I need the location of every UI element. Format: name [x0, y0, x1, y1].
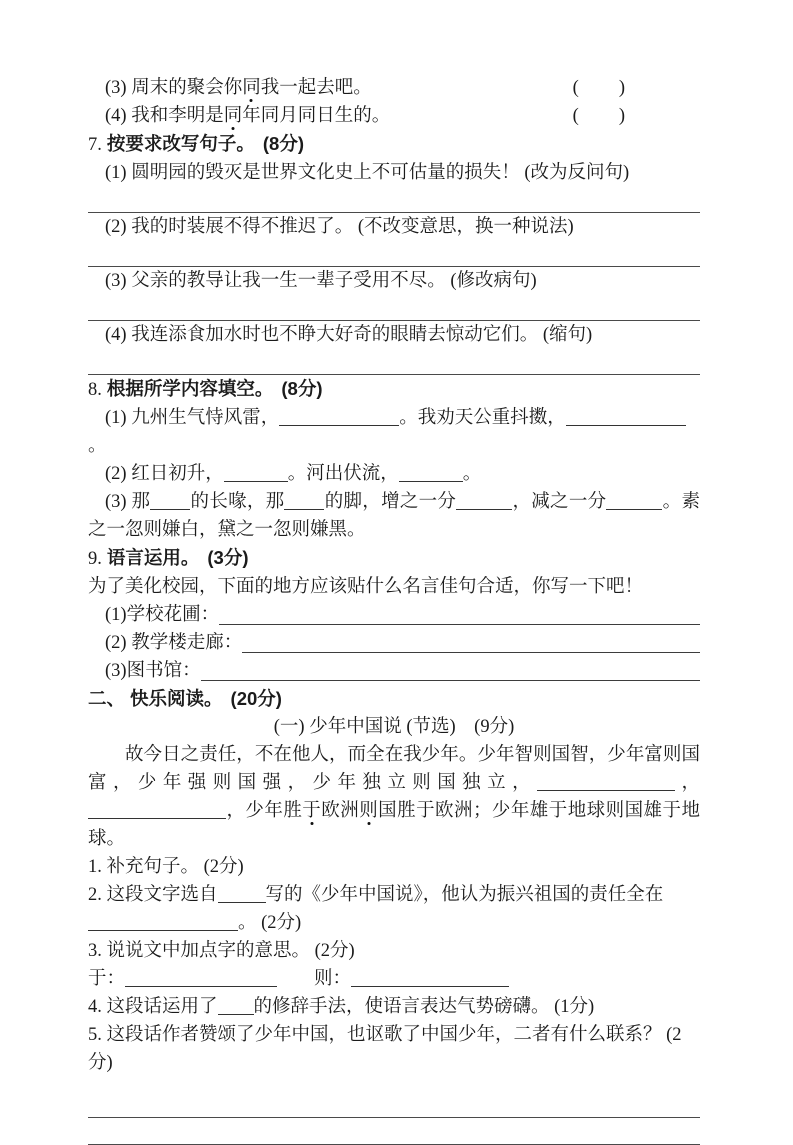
section2-score: (20分): [230, 688, 282, 709]
q7-title-text: 按要求改写句子。: [106, 133, 255, 154]
q9-item-3-label: (3)图书馆：: [105, 661, 201, 681]
q7-number: 7.: [88, 135, 102, 155]
q9-item-2: [88, 629, 700, 657]
section2-title: [88, 685, 700, 713]
section2-number: 二、: [88, 688, 126, 709]
fill-in-blank: [150, 490, 190, 510]
judgment-item-4-text: (4) 我和李明是同年同月同日生的。: [105, 106, 391, 126]
q7-item-2: (2) 我的时装展不得不推迟了。 (不改变意思，换一种说法): [105, 217, 574, 237]
reading-question-1: 1. 补充句子。 (2分): [88, 857, 244, 877]
judgment-paren-4: ( ): [572, 106, 626, 126]
q9-item-2-fill-line: [242, 629, 700, 653]
q8-title: [88, 375, 700, 404]
q9-item-1-label: (1)学校花圃：: [105, 605, 220, 625]
q9-item-2-label: (2) 教学楼走廊：: [105, 633, 243, 653]
fill-in-blank: [88, 799, 226, 819]
q7-score: (8分): [262, 133, 305, 154]
reading-question-4: 4. 这段话运用了 的修辞手法，使语言表达气势磅礴。 (1分): [88, 993, 700, 1021]
reading-passage: 故今日之责任，不在他人，而全在我少年。少年智则国智，少年富则国富，少年强则国强，少年独立则国独立， ，，少年胜于欧洲则国胜于欧洲；少年雄于地球则国雄于地球。: [88, 745, 700, 849]
emphasis-dotted-char: 同: [242, 78, 261, 98]
reading-question-3: 3. 说说文中加点字的意思。 (2分): [88, 941, 355, 961]
emphasis-dotted-char: 则: [359, 801, 379, 821]
fill-in-blank: [537, 771, 675, 791]
q9-item-3: [88, 657, 700, 685]
fill-in-blank: [218, 883, 266, 903]
q8-item-2: (2) 红日初升， 。河出伏流， 。: [88, 460, 700, 488]
q9-item-1-fill-line: [219, 601, 700, 625]
q9-intro: 为了美化校园，下面的地方应该贴什么名言佳句合适，你写一下吧！: [88, 577, 644, 597]
q9-item-3-fill-line: [201, 657, 700, 681]
final-answer-line-1: [88, 1091, 700, 1118]
q9-title-text: 语言运用。: [106, 547, 200, 568]
judgment-item-3-text: (3) 周末的聚会你同我一起去吧。: [105, 78, 372, 98]
q7-item-1: (1) 圆明园的毁灭是世界文化史上不可估量的损失！ (改为反问句): [105, 163, 630, 183]
q8-item-3: (3) 那 的长喙，那 的脚，增之一分 ，减之一分 。素之一忽则嫌白，黛之一忽则嫌黑。: [88, 488, 700, 544]
q9-number: 9.: [88, 549, 102, 569]
judgment-item-4: [88, 102, 700, 130]
q7-item-3: (3) 父亲的教导让我一生一辈子受用不尽。 (修改病句): [105, 271, 537, 291]
q9-score: (3分): [207, 547, 249, 568]
fill-in-blank: [284, 490, 324, 510]
q7-item-4: (4) 我连添食加水时也不睁大好奇的眼睛去惊动它们。 (缩句): [105, 325, 593, 345]
final-answer-line-2: [88, 1118, 700, 1145]
judgment-paren-3: ( ): [572, 78, 626, 98]
emphasis-dotted-char: 同: [223, 106, 243, 126]
fill-in-blank: [279, 406, 399, 426]
q7-title: [88, 130, 700, 159]
fill-in-blank: [218, 995, 254, 1015]
q8-item-1: (1) 九州生气恃风雷， 。我劝天公重抖擞，。: [88, 404, 700, 460]
fill-in-blank: [224, 462, 288, 482]
fill-in-blank: [566, 406, 686, 426]
reading-title: (一) 少年中国说 (节选) (9分): [273, 717, 515, 737]
fill-in-blank: [125, 967, 277, 987]
q7-answer-line-1: [88, 187, 700, 213]
answer-gap: [88, 1077, 700, 1091]
q8-title-text: 根据所学内容填空。: [106, 378, 274, 399]
q9-item-1: [88, 601, 700, 629]
reading-question-3-blanks: 于： 则：: [88, 965, 700, 993]
q7-answer-line-4: [88, 349, 700, 375]
reading-question-2: 2. 这段文字选自 写的《少年中国说》，他认为振兴祖国的责任全在。 (2分): [88, 881, 700, 937]
fill-in-blank: [351, 967, 509, 987]
section2-title-text: 快乐阅读。: [130, 688, 223, 709]
judgment-item-3: [88, 74, 700, 102]
fill-in-blank: [88, 911, 238, 931]
fill-in-blank: [399, 462, 463, 482]
q7-answer-line-3: [88, 295, 700, 321]
fill-in-blank: [456, 490, 512, 510]
q8-score: (8分): [281, 378, 323, 399]
emphasis-dotted-char: 于: [302, 801, 322, 821]
reading-question-5: 5. 这段话作者赞颂了少年中国，也讴歌了中国少年，二者有什么联系？ (2分): [88, 1025, 682, 1073]
q9-title: [88, 544, 700, 573]
q7-answer-line-2: [88, 241, 700, 267]
fill-in-blank: [606, 490, 662, 510]
q8-number: 8.: [88, 380, 102, 400]
